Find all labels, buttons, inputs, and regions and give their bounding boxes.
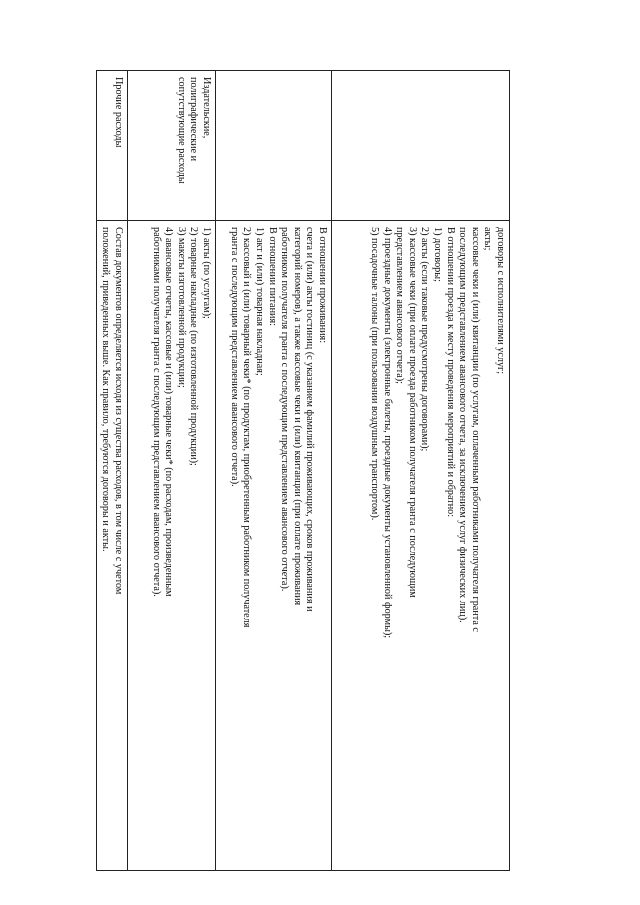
table-row xyxy=(128,71,216,871)
table-row xyxy=(96,71,127,871)
text-line: гранта с последующим представлением авансового отчета). xyxy=(228,227,240,487)
text-line: представлением авансового отчета); xyxy=(394,227,406,385)
category-cell: Издательские, полиграфические и сопутствующие расходы xyxy=(128,71,216,221)
text-line: 1) договоры; xyxy=(432,227,444,282)
text-line: В отношении питания: xyxy=(266,227,278,326)
text-line: 3) кассовые чеки (при оплате проезда работником получателя гранта с последующим xyxy=(406,227,418,598)
text-line: 4) проездные документы (электронные билеты, проездные документы установленной формы); xyxy=(381,227,393,639)
text-line: 5) посадочные талоны (при пользовании воздушным транспортом). xyxy=(369,227,381,521)
text-line: В отношении проезда к месту проведения мероприятий и обратно: xyxy=(444,227,456,518)
text-line: В отношении проживания: xyxy=(317,227,328,344)
text-line: 2) кассовый и (или) товарный чеки* (по продуктам, приобретенным работником получателя xyxy=(241,227,253,628)
text-line: работниками получателя гранта с последующим представлением авансового отчета). xyxy=(150,227,162,597)
text-line: категорий номеров), а также кассовые чеки и (или) квитанции (при оплате проживания xyxy=(291,227,303,606)
expense-documents-table xyxy=(96,70,510,871)
table-row xyxy=(216,71,332,871)
text-line: кассовые чеки и (или) квитанции (по услугам, оплаченным работниками получателя гранта с xyxy=(469,227,481,632)
text-line: положений, приведенных выше. Как правило, требуются договоры и акты. xyxy=(100,227,112,552)
text-line: акты; xyxy=(482,227,494,251)
rotated-table-container xyxy=(100,70,510,870)
text-line: последующим представлением авансового отчета, за исключением услуг физических лиц). xyxy=(457,227,469,623)
text-line: счета и (или) акты гостиниц (с указанием фамилий проживающих, сроков проживания и xyxy=(304,227,316,612)
text-line: договоры с исполнителями услуг; xyxy=(495,227,506,375)
documents-cell xyxy=(96,221,127,871)
documents-cell xyxy=(128,221,216,871)
text-line: работником получателя гранта с последующим представлением авансового отчета). xyxy=(279,227,291,592)
text-line: 2) акты (если таковые предусмотрены договорами); xyxy=(419,227,431,452)
text-line: 3) макеты изготовленной продукции; xyxy=(175,227,187,388)
category-cell xyxy=(216,71,332,221)
text-line: 1) акт и (или) товарная накладная; xyxy=(254,227,266,376)
text-line: Состав документов определяется исходя из существа расходов, в том числе с учетом xyxy=(113,227,124,595)
documents-cell xyxy=(332,221,510,871)
category-cell xyxy=(332,71,510,221)
text-line: 4) авансовые отчеты, кассовые и (или) товарные чеки* (по расходам, произведенным xyxy=(163,227,175,597)
category-cell: Прочие расходы xyxy=(96,71,127,221)
table-row xyxy=(332,71,510,871)
text-line: 2) товарные накладные (по изготовленной продукции); xyxy=(188,227,200,466)
documents-cell xyxy=(216,221,332,871)
text-line: 1) акты (по услугам); xyxy=(201,227,212,319)
